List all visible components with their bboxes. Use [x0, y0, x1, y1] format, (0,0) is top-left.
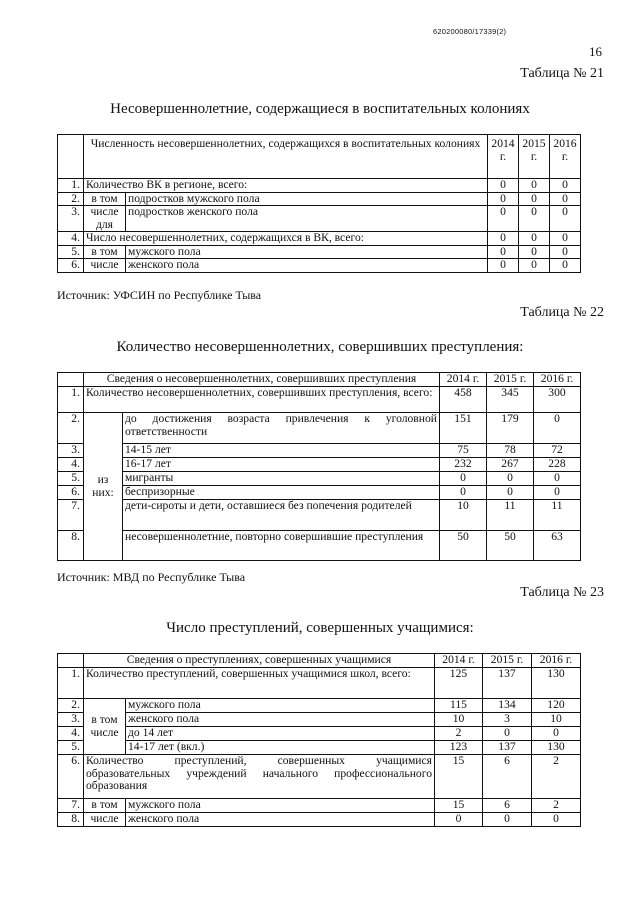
table-row: 3. женского пола 10 3 10: [58, 713, 581, 727]
table23-year: 2016 г.: [532, 654, 581, 668]
page-number: 16: [589, 44, 602, 59]
document-id: 620200080/17339(2): [433, 27, 507, 36]
table-row: 6. числе женского пола 0 0 0: [58, 259, 581, 273]
table-row: 5. мигранты 0 0 0: [58, 472, 581, 486]
table-row: 8. несовершеннолетние, повторно совершившие преступления 50 50 63: [58, 531, 581, 561]
table-row: 5. в том мужского пола 0 0 0: [58, 245, 581, 259]
table22-year: 2014 г.: [440, 373, 487, 387]
table21-year: 2014 г.: [488, 135, 519, 179]
table-row: 8. числе женского пола 0 0 0: [58, 813, 581, 827]
table21-source: Источник: УФСИН по Республике Тыва: [57, 288, 262, 302]
table-row: 7. в том мужского пола 15 6 2: [58, 799, 581, 813]
table-row: 6. Количество преступлений, совершенных учащимися образовательных учреждений начального профессионального образования 15 6 2: [58, 755, 581, 799]
table21-header: Численность несовершеннолетних, содержащихся в воспитательных колониях: [84, 135, 488, 179]
table22-label: Таблица № 22: [520, 305, 604, 320]
table21-title: Несовершеннолетние, содержащиеся в воспитательных колониях: [110, 101, 530, 117]
table23-header-row: [58, 654, 581, 668]
table-row: 6. беспризорные 0 0 0: [58, 486, 581, 500]
table23-header: Сведения о преступлениях, совершенных учащимися: [84, 654, 435, 668]
table22-year: 2015 г.: [487, 373, 534, 387]
table22-group-label: из них:: [84, 413, 123, 561]
table22-header-row: [58, 373, 581, 387]
table23-year: 2015 г.: [483, 654, 532, 668]
table-row: 4. до 14 лет 2 0 0: [58, 727, 581, 741]
table22-header: Сведения о несовершеннолетних, совершивших преступления: [84, 373, 440, 387]
table-row: 2. из них: до достижения возраста привлечения к уголовной ответственности 151 179 0: [58, 413, 581, 444]
table21-label: Таблица № 21: [520, 66, 604, 81]
table-row: 4. Число несовершеннолетних, содержащихся в ВК, всего: 0 0 0: [58, 232, 581, 246]
table-row: 7. дети-сироты и дети, оставшиеся без попечения родителей 10 11 11: [58, 500, 581, 531]
table23-year: 2014 г.: [435, 654, 483, 668]
table22-title: Количество несовершеннолетних, совершивших преступления:: [116, 339, 524, 355]
table23: [57, 653, 581, 827]
table-row: 2. в том подростков мужского пола 0 0 0: [58, 192, 581, 206]
table-row: 4. 16-17 лет 232 267 228: [58, 458, 581, 472]
table-row: 2. в том числе мужского пола 115 134 120: [58, 699, 581, 713]
table23-label: Таблица № 23: [520, 585, 604, 600]
table-row: 1. Количество ВК в регионе, всего: 0 0 0: [58, 179, 581, 193]
table-row: 3. 14-15 лет 75 78 72: [58, 444, 581, 458]
table-row: 3. числе для подростков женского пола 0 0 0: [58, 206, 581, 232]
table22-source: Источник: МВД по Республике Тыва: [57, 570, 246, 584]
table-row: 1. Количество преступлений, совершенных учащимися школ, всего: 125 137 130: [58, 668, 581, 699]
table22: [57, 372, 581, 561]
table23-title: Число преступлений, совершенных учащимися:: [166, 620, 474, 636]
table21-year: 2015 г.: [519, 135, 550, 179]
table-row: 1. Количество несовершеннолетних, совершивших преступления, всего: 458 345 300: [58, 387, 581, 413]
table-row: 5. 14-17 лет (вкл.) 123 137 130: [58, 741, 581, 755]
table21: [57, 134, 581, 273]
table22-year: 2016 г.: [534, 373, 581, 387]
table23-group-label: в том числе: [84, 699, 126, 755]
table21-year: 2016 г.: [550, 135, 581, 179]
table21-header-row: [58, 135, 581, 179]
